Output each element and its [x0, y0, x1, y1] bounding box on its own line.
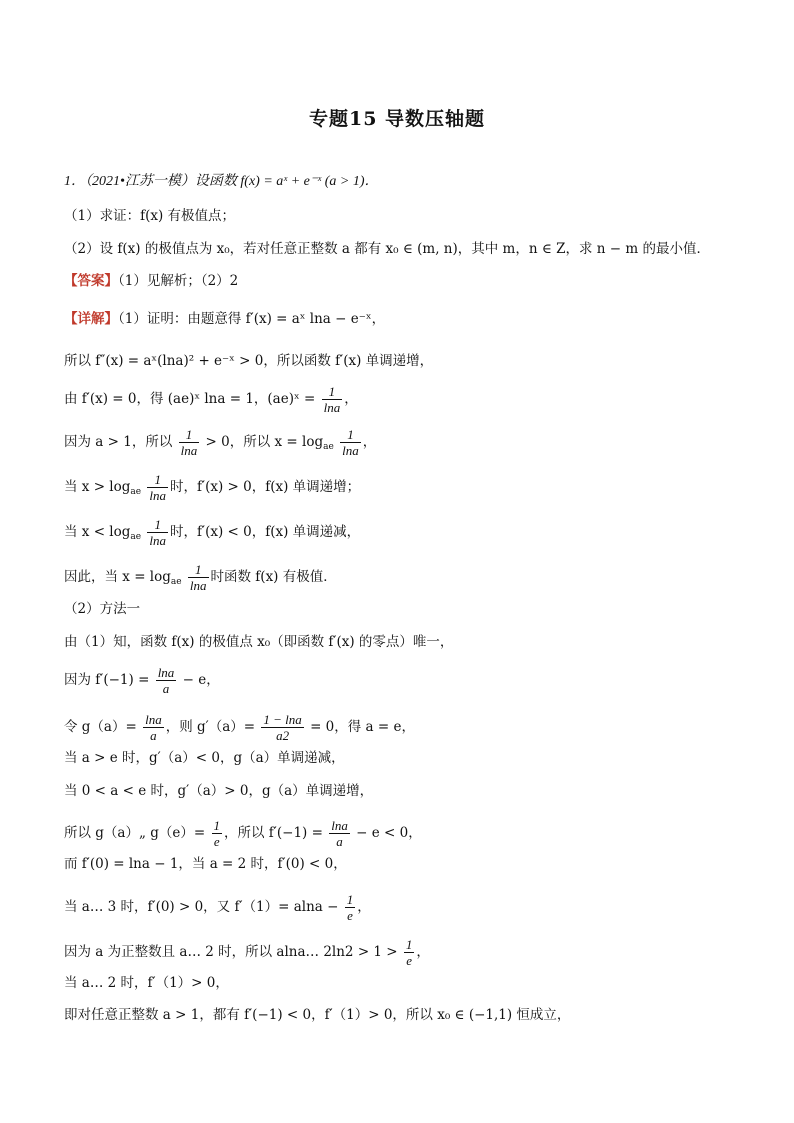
question-text: 1．（2021•江苏一模）设函数 f(x) = aˣ + e⁻ˣ (a > 1)．: [64, 174, 379, 189]
proof-line-18: [64, 1006, 570, 1024]
detail-line: [64, 310, 385, 328]
proof-line-3: [64, 427, 376, 458]
part-2-text: （2）设 f(x) 的极值点为 x₀，若对任意正整数 a 都有 x₀ ∈ (m, n)，其中 m，n ∈ Z，求 n − m 的最小值．: [64, 241, 710, 257]
fraction-denominator: lna: [149, 533, 167, 548]
proof-line-14: [64, 855, 347, 873]
fraction-1-over-e: [212, 818, 223, 849]
proof-text-2a: 由 f′(x) = 0，得 (ae)ˣ lna = 1，(ae)ˣ =: [64, 391, 316, 407]
proof-line-16: [64, 937, 430, 968]
fraction-numerator: 1: [347, 427, 354, 442]
proof-line-15: [64, 892, 371, 923]
fraction-1-over-lna: [147, 517, 168, 548]
question-part-1: [64, 207, 235, 225]
proof-line-5: [64, 517, 360, 548]
fraction-denominator: e: [345, 907, 356, 923]
method-heading: [64, 600, 140, 618]
proof-text-3b: > 0，所以 x = log: [205, 434, 324, 450]
fraction-denominator: lna: [180, 443, 198, 458]
proof-text-15a: 当 a… 3 时，f′(0) > 0，又 f′（1）= alna −: [64, 899, 339, 915]
fraction-numerator: lna: [157, 665, 175, 680]
fraction-1-over-lna: [188, 562, 209, 593]
proof-text-16b: ，: [416, 944, 430, 960]
proof-line-10: [64, 712, 415, 743]
fraction-numerator: 1: [154, 517, 161, 532]
proof-text-4a: 当 x > log: [64, 479, 131, 495]
fraction-denominator: lna: [189, 578, 207, 593]
fraction-1-minus-lna-over-a2: [261, 712, 303, 743]
proof-text-10a: 令 g（a）=: [64, 719, 137, 735]
fraction-numerator: 1: [194, 562, 202, 577]
proof-text-9b: − e，: [182, 672, 220, 688]
proof-line-9: [64, 665, 220, 696]
proof-text-10b: ，则 g′（a）=: [165, 719, 256, 735]
fraction-lna-over-a: [329, 818, 350, 849]
fraction-1-over-e: [404, 937, 415, 968]
fraction-numerator: 1: [185, 427, 193, 442]
proof-text-10c: = 0，得 a = e，: [310, 719, 415, 735]
fraction-denominator: lna: [323, 400, 341, 415]
proof-line-2: [64, 384, 358, 415]
part-1-text: （1）求证：f(x) 有极值点；: [64, 208, 236, 224]
log-subscript: ae: [323, 442, 334, 452]
proof-line-11: [64, 749, 345, 767]
fraction-denominator: e: [212, 833, 223, 849]
fraction-denominator: lna: [149, 488, 167, 503]
proof-text-12: 当 0 < a < e 时，g′（a）> 0，g（a）单调递增，: [64, 783, 374, 799]
proof-text-14: 而 f′(0) = lna − 1，当 a = 2 时，f′(0) < 0，: [64, 856, 347, 872]
proof-text-8: 由（1）知，函数 f(x) 的极值点 x₀（即函数 f′(x) 的零点）唯一，: [64, 634, 454, 650]
proof-line-13: [64, 818, 422, 849]
fraction-lna-over-a: [143, 712, 164, 743]
question-stem: [64, 172, 379, 191]
proof-line-1: [64, 352, 433, 370]
proof-text-3a: 因为 a > 1，所以: [64, 434, 173, 450]
fraction-denominator: a: [156, 680, 177, 696]
fraction-denominator: a2: [261, 727, 303, 743]
proof-text-2b: ，: [344, 391, 358, 407]
fraction-1-over-lna: [147, 472, 168, 503]
answer-text: （1）见解析；（2）2: [118, 273, 239, 289]
log-subscript: ae: [130, 487, 142, 497]
page-title: 专题15 导数压轴题: [308, 108, 486, 130]
method-one-text: （2）方法一: [64, 601, 141, 617]
fraction-1-over-e: [345, 892, 356, 923]
proof-text-9a: 因为 f′(−1) =: [64, 672, 150, 688]
fraction-denominator: e: [404, 952, 415, 968]
proof-text-13a: 所以 g（a）„ g（e）=: [64, 825, 206, 841]
proof-text-13c: − e < 0，: [356, 825, 422, 841]
fraction-numerator: 1: [154, 472, 161, 487]
detail-text: （1）证明：由题意得 f′(x) = aˣ lna − e⁻ˣ，: [118, 311, 386, 327]
proof-text-5a: 当 x < log: [64, 524, 131, 540]
proof-text-1: 所以 f″(x) = aˣ(lna)² + e⁻ˣ > 0，所以函数 f′(x) 单调递增，: [64, 353, 434, 369]
proof-text-16a: 因为 a 为正整数且 a… 2 时，所以 alna… 2ln2 > 1 >: [64, 944, 398, 960]
proof-text-4b: 时，f′(x) > 0，f(x) 单调递增；: [170, 479, 361, 495]
proof-line-8: [64, 633, 453, 651]
fraction-1-over-lna: [340, 427, 361, 458]
proof-text-17: 当 a… 2 时，f′（1）> 0，: [64, 975, 229, 991]
proof-text-6b: 时函数 f(x) 有极值．: [210, 569, 337, 585]
fraction-1-over-lna: [322, 384, 343, 415]
fraction-lna-over-a: [156, 665, 177, 696]
proof-text-6a: 因此，当 x = log: [64, 569, 171, 585]
answer-line: [64, 272, 238, 290]
proof-line-17: [64, 974, 229, 992]
fraction-numerator: 1: [346, 892, 354, 907]
proof-text-13b: ，所以 f′(−1) =: [224, 825, 323, 841]
proof-line-12: [64, 782, 373, 800]
proof-text-3c: ，: [362, 434, 377, 450]
detail-label: 【详解】: [64, 311, 118, 327]
fraction-1-over-lna: [179, 427, 200, 458]
question-part-2: [64, 240, 710, 258]
proof-text-5b: 时，f′(x) < 0，f(x) 单调递减，: [170, 524, 361, 540]
fraction-denominator: a: [143, 727, 164, 743]
log-subscript: ae: [170, 577, 182, 587]
answer-label: 【答案】: [64, 273, 118, 289]
fraction-numerator: 1: [328, 384, 336, 399]
proof-line-6: [64, 562, 337, 593]
fraction-denominator: a: [329, 833, 350, 849]
log-subscript: ae: [130, 532, 142, 542]
fraction-numerator: 1 − lna: [263, 712, 302, 727]
proof-text-15b: ，: [357, 899, 371, 915]
proof-line-4: [64, 472, 360, 503]
fraction-numerator: lna: [331, 818, 348, 833]
proof-text-18: 即对任意正整数 a > 1，都有 f′(−1) < 0，f′（1）> 0，所以 x₀ ∈ (−1,1) 恒成立，: [64, 1007, 571, 1023]
fraction-numerator: 1: [405, 937, 413, 952]
fraction-numerator: lna: [145, 712, 162, 727]
proof-text-11: 当 a > e 时，g′（a）< 0，g（a）单调递减，: [64, 750, 345, 766]
fraction-numerator: 1: [213, 818, 221, 833]
fraction-denominator: lna: [342, 443, 359, 458]
